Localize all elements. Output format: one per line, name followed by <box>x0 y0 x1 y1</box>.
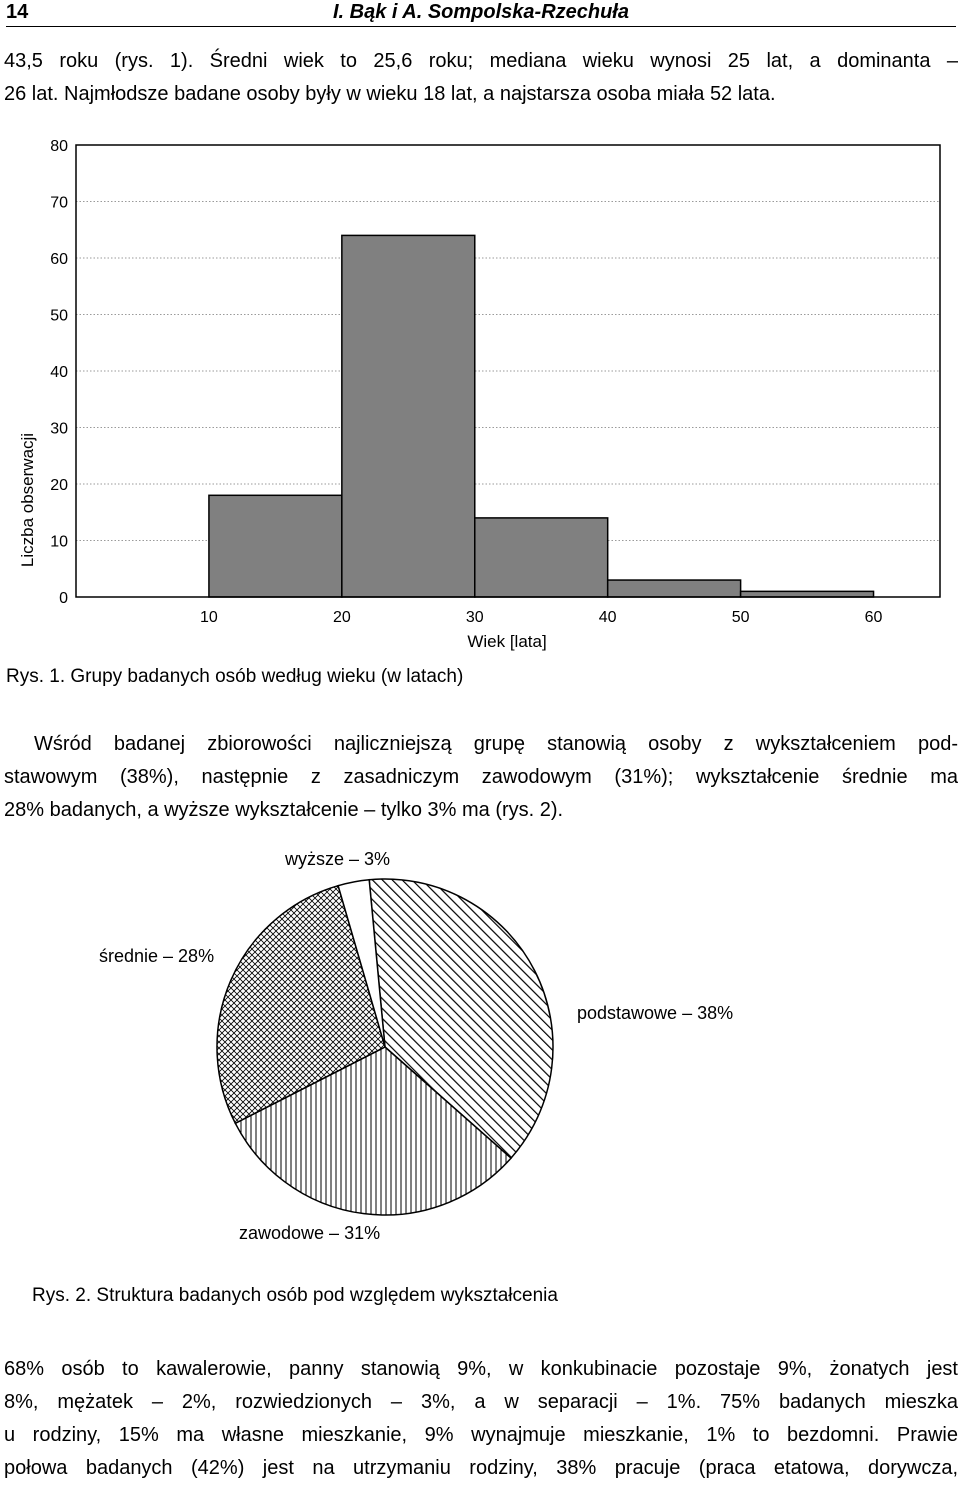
pie-slice-label: podstawowe – 38% <box>577 1003 734 1023</box>
x-tick-label: 50 <box>731 609 750 626</box>
y-tick-label: 0 <box>59 590 68 607</box>
histogram-gridlines <box>76 202 940 541</box>
x-tick-labels <box>200 609 883 626</box>
figure-1-caption: Rys. 1. Grupy badanych osób według wieku (w latach) <box>6 666 464 687</box>
y-tick-label: 10 <box>50 533 68 551</box>
y-tick-label: 60 <box>50 251 68 268</box>
histogram-bar <box>741 591 874 597</box>
page-number: 14 <box>6 1 29 23</box>
y-axis-label: Liczba obserwacji <box>18 432 37 568</box>
education-paragraph <box>4 728 958 827</box>
pie-slice-label: zawodowe – 31% <box>239 1223 381 1243</box>
page-header <box>6 0 956 27</box>
running-head-authors: I. Bąk i A. Sompolska-Rzechuła <box>332 1 629 23</box>
y-tick-labels <box>50 138 68 607</box>
x-tick-label: 10 <box>200 609 218 626</box>
marital-paragraph <box>4 1353 958 1485</box>
x-tick-label: 60 <box>864 609 883 626</box>
x-tick-label: 20 <box>332 609 351 626</box>
y-tick-label: 80 <box>50 138 68 155</box>
education-pie-chart <box>0 835 960 1255</box>
text-line: stawowym (38%), następnie z zasadniczym zawodowym (31%); wykształcenie średnie ma <box>4 766 958 788</box>
x-axis-label: Wiek [lata] <box>467 632 547 651</box>
pie-slice-label: wyższe – 3% <box>285 849 391 869</box>
histogram-bar <box>342 235 475 597</box>
figure-2-caption: Rys. 2. Struktura badanych osób pod względem wykształcenia <box>32 1285 558 1306</box>
histogram-bar <box>608 580 741 597</box>
age-histogram <box>0 130 960 660</box>
y-tick-label: 20 <box>50 477 68 494</box>
y-tick-label: 30 <box>50 420 68 438</box>
text-line: 26 lat. Najmłodsze badane osoby były w wieku 18 lat, a najstarsza osoba miała 52 lata. <box>4 83 776 105</box>
y-tick-label: 50 <box>50 307 68 325</box>
text-line: u rodziny, 15% ma własne mieszkanie, 9% wynajmuje mieszkanie, 1% to bezdomni. Prawie <box>4 1424 958 1446</box>
text-line: Wśród badanej zbiorowości najliczniejszą grupę stanowią osoby z wykształceniem pod- <box>34 733 958 755</box>
x-tick-label: 40 <box>598 609 617 626</box>
y-tick-label: 40 <box>50 364 68 381</box>
histogram-bar <box>209 495 342 597</box>
pie-slice-label: średnie – 28% <box>99 946 215 966</box>
text-line: 43,5 roku (rys. 1). Średni wiek to 25,6 roku; mediana wieku wynosi 25 lat, a dominanta – <box>4 50 958 72</box>
histogram-bar <box>475 518 608 597</box>
text-line: 28% badanych, a wyższe wykształcenie – tylko 3% ma (rys. 2). <box>4 799 564 821</box>
intro-paragraph <box>4 45 958 111</box>
x-tick-label: 30 <box>465 609 484 626</box>
y-tick-label: 70 <box>50 194 68 212</box>
text-line: połowa badanych (42%) jest na utrzymaniu rodziny, 38% pracuje (praca etatowa, dorywcza, <box>4 1457 958 1479</box>
histogram-bars <box>209 235 874 597</box>
pie-slices <box>217 879 553 1215</box>
text-line: 8%, mężatek – 2%, rozwiedzionych – 3%, a w separacji – 1%. 75% badanych mieszka <box>4 1391 958 1413</box>
text-line: 68% osób to kawalerowie, panny stanowią 9%, w konkubinacie pozostaje 9%, żonatych jest <box>4 1358 958 1380</box>
